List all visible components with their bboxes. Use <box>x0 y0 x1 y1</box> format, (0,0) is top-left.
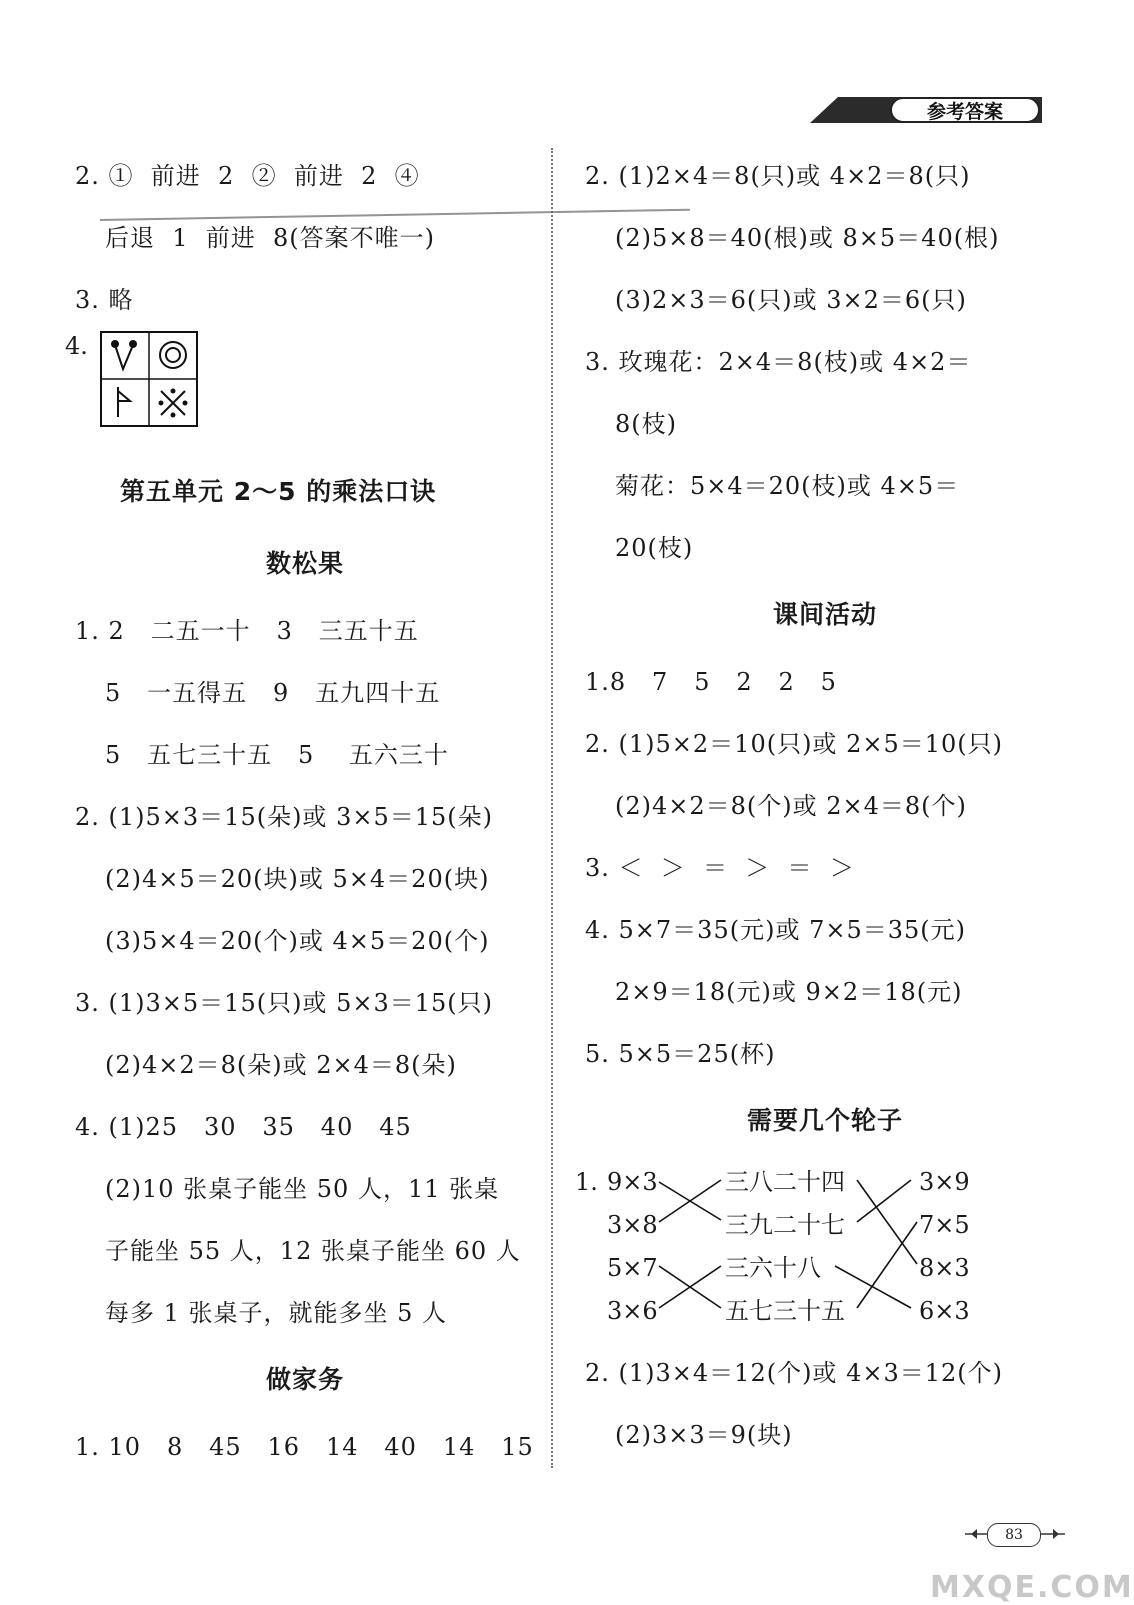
reference-mark-icon <box>159 389 188 418</box>
section-title: 数松果 <box>265 549 344 578</box>
column-divider <box>551 148 553 1468</box>
answer-line: 后退 1 前进 8(答案不唯一) <box>105 224 436 252</box>
left-column <box>65 145 535 1478</box>
answer-line: 2. (1)3×4＝12(个)或 4×3＝12(个) <box>585 1359 1003 1387</box>
answer-line: (2)3×3＝9(块) <box>615 1421 793 1449</box>
answer-line: (3)2×3＝6(只)或 3×2＝6(只) <box>615 286 967 314</box>
answer-line: 2. (1)5×3＝15(朵)或 3×5＝15(朵) <box>75 803 493 831</box>
header-tab <box>810 95 1060 125</box>
page-number: 83 <box>987 1523 1041 1547</box>
matching-right-item: 7×5 <box>919 1211 970 1239</box>
answer-line: 1. 2 二五一十 3 三五十五 <box>75 617 419 645</box>
matching-middle-item: 三八二十四 <box>725 1168 845 1196</box>
answer-line: 2. ① 前进 2 ② 前进 2 ④ <box>75 162 420 190</box>
answer-line: 3. 略 <box>75 286 134 314</box>
page-number-badge <box>965 1520 1085 1550</box>
matching-right-item: 3×9 <box>919 1168 970 1196</box>
answer-line: 子能坐 55 人，12 张桌子能坐 60 人 <box>105 1237 521 1265</box>
matching-diagram <box>575 1162 1065 1342</box>
answer-line: (2)10 张桌子能坐 50 人，11 张桌 <box>105 1175 500 1203</box>
answer-line: 每多 1 张桌子，就能多坐 5 人 <box>105 1299 448 1327</box>
section-title: 做家务 <box>265 1365 344 1394</box>
q4-row <box>65 331 535 456</box>
answer-line: 1. 10 8 45 16 14 40 14 15 <box>75 1433 534 1461</box>
answer-line: 5. 5×5＝25(杯) <box>585 1040 776 1068</box>
matching-left-item: 5×7 <box>607 1254 658 1282</box>
lollipop-check-icon <box>111 340 137 369</box>
symbol-grid <box>100 331 200 429</box>
q4-number: 4. <box>65 332 88 360</box>
answer-line: 4. (1)25 30 35 40 45 <box>75 1113 412 1141</box>
matching-right-item: 6×3 <box>919 1297 970 1325</box>
answer-line: 3. (1)3×5＝15(只)或 5×3＝15(只) <box>75 989 493 1017</box>
answer-line: 5 五七三十五 5 五六三十 <box>105 741 449 769</box>
matching-middle-item: 三九二十七 <box>725 1211 845 1239</box>
answer-line: (2)4×2＝8(朵)或 2×4＝8(朵) <box>105 1051 457 1079</box>
unit-title: 第五单元 2～5 的乘法口诀 <box>120 477 437 506</box>
answer-line: 2. (1)2×4＝8(只)或 4×2＝8(只) <box>585 162 971 190</box>
matching-left-item: 3×6 <box>607 1297 658 1325</box>
matching-middle-item: 五七三十五 <box>725 1297 845 1325</box>
matching-right-item: 8×3 <box>919 1254 970 1282</box>
answer-line: (2)5×8＝40(根)或 8×5＝40(根) <box>615 224 1000 252</box>
answer-line: 2. (1)5×2＝10(只)或 2×5＝10(只) <box>585 730 1003 758</box>
answer-line: 1.8 7 5 2 2 5 <box>585 668 837 696</box>
answer-line: (3)5×4＝20(个)或 4×5＝20(个) <box>105 927 490 955</box>
section-title: 课间活动 <box>772 600 877 629</box>
matching-left-item: 9×3 <box>607 1168 658 1196</box>
section-title: 需要几个轮子 <box>746 1106 903 1135</box>
answer-line: 4. 5×7＝35(元)或 7×5＝35(元) <box>585 916 966 944</box>
answer-line: 20(枝) <box>615 534 694 562</box>
answer-line: 8(枝) <box>615 410 677 438</box>
right-column <box>575 145 1065 1466</box>
watermark-url: MXQE.COM <box>930 1570 1134 1605</box>
answer-line: (2)4×2＝8(个)或 2×4＝8(个) <box>615 792 967 820</box>
answer-line: 5 一五得五 9 五九四十五 <box>105 679 441 707</box>
answer-line: 3. ＜ ＞ ＝ ＞ ＝ ＞ <box>585 854 855 882</box>
answer-line: 菊花：5×4＝20(枝)或 4×5＝ <box>615 472 960 500</box>
answer-line: (2)4×5＝20(块)或 5×4＝20(块) <box>105 865 490 893</box>
answer-line: 3. 玫瑰花：2×4＝8(枝)或 4×2＝ <box>585 348 972 376</box>
double-circle-icon <box>160 342 186 368</box>
header-label: 参考答案 <box>890 97 1040 123</box>
matching-number: 1. <box>575 1168 598 1196</box>
answer-line: 2×9＝18(元)或 9×2＝18(元) <box>615 978 963 1006</box>
matching-left-item: 3×8 <box>607 1211 658 1239</box>
matching-middle-item: 三六十八 <box>725 1254 821 1282</box>
flag-icon <box>118 387 130 417</box>
